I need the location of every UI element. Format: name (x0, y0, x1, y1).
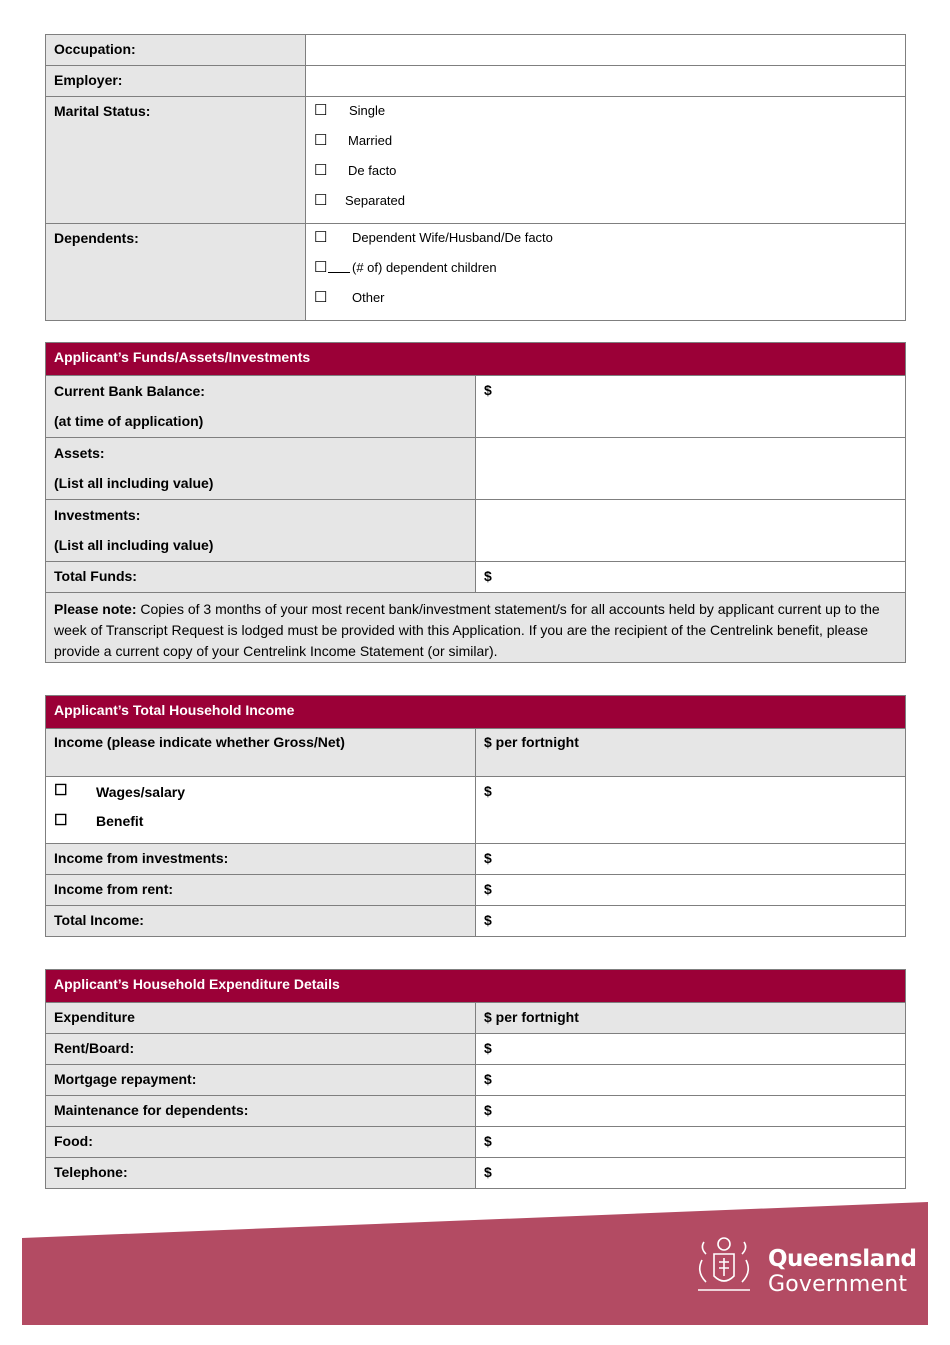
income-header: Applicant’s Total Household Income (46, 696, 906, 729)
maintenance-label: Maintenance for dependents: (46, 1096, 476, 1127)
checkbox-icon[interactable]: ☐ (314, 162, 328, 179)
personal-details-table (45, 34, 906, 321)
income-column-header: Income (please indicate whether Gross/Net) (46, 729, 476, 777)
coat-of-arms-icon (688, 1232, 760, 1304)
assets-label: Assets: (List all including value) (46, 438, 476, 500)
food-field[interactable]: $ (476, 1127, 906, 1158)
queensland-government-logo (768, 1246, 916, 1298)
logo-line-2: Government (768, 1272, 908, 1297)
marital-option-separated[interactable]: ☐ Separated (314, 192, 405, 209)
funds-table (45, 342, 906, 663)
food-label: Food: (46, 1127, 476, 1158)
checkbox-icon[interactable]: ☐ (314, 289, 328, 306)
checkbox-icon[interactable]: ☐ (54, 782, 68, 799)
checkbox-icon[interactable]: ☐ (314, 102, 328, 119)
maintenance-field[interactable]: $ (476, 1096, 906, 1127)
investments-field[interactable] (476, 500, 906, 562)
logo-line-1: Queensland (768, 1246, 917, 1272)
income-rent-label: Income from rent: (46, 875, 476, 906)
checkbox-icon[interactable]: ☐ (314, 132, 328, 149)
income-investments-label: Income from investments: (46, 844, 476, 875)
marital-status-options (306, 97, 906, 224)
income-option-benefit[interactable]: ☐ Benefit (54, 812, 144, 829)
rent-board-field[interactable]: $ (476, 1034, 906, 1065)
telephone-label: Telephone: (46, 1158, 476, 1189)
wages-benefit-field[interactable]: $ (476, 777, 906, 844)
income-per-fortnight-header: $ per fortnight (476, 729, 906, 777)
funds-header: Applicant’s Funds/Assets/Investments (46, 343, 906, 376)
total-funds-label: Total Funds: (46, 562, 476, 593)
mortgage-label: Mortgage repayment: (46, 1065, 476, 1096)
dependents-options (306, 224, 906, 321)
rent-board-label: Rent/Board: (46, 1034, 476, 1065)
expenditure-table (45, 969, 906, 1189)
dependents-option-children[interactable]: ☐ (# of) dependent children (314, 259, 497, 276)
income-rent-field[interactable]: $ (476, 875, 906, 906)
bank-balance-field[interactable]: $ (476, 376, 906, 438)
dependents-option-other[interactable]: ☐ Other (314, 289, 385, 306)
checkbox-icon[interactable]: ☐ (314, 229, 328, 246)
total-funds-field[interactable]: $ (476, 562, 906, 593)
income-type-options (46, 777, 476, 844)
marital-option-married[interactable]: ☐ Married (314, 132, 393, 149)
income-investments-field[interactable]: $ (476, 844, 906, 875)
expenditure-column-header: Expenditure (46, 1003, 476, 1034)
total-income-label: Total Income: (46, 906, 476, 937)
checkbox-icon[interactable]: ☐ (314, 192, 328, 209)
employer-label: Employer: (46, 66, 306, 97)
checkbox-icon[interactable]: ☐ (54, 812, 68, 829)
total-income-field[interactable]: $ (476, 906, 906, 937)
funds-note: Please note: Copies of 3 months of your most recent bank/investment statement/s for all accounts held by applicant current up to the week of Transcript Request is lodged must be provided with this Application. If you are the recipient of the Centrelink benefit, please provide a current copy of your Centrelink Income Statement (or similar). (46, 593, 906, 663)
bank-balance-label: Current Bank Balance: (at time of application) (46, 376, 476, 438)
expenditure-header: Applicant’s Household Expenditure Details (46, 970, 906, 1003)
marital-option-single[interactable]: ☐ Single (314, 102, 386, 119)
income-table (45, 695, 906, 937)
checkbox-icon[interactable]: ☐ (314, 259, 328, 276)
mortgage-field[interactable]: $ (476, 1065, 906, 1096)
investments-label: Investments: (List all including value) (46, 500, 476, 562)
children-count-blank[interactable] (328, 260, 350, 273)
occupation-label: Occupation: (46, 35, 306, 66)
employer-field[interactable] (306, 66, 906, 97)
marital-option-de-facto[interactable]: ☐ De facto (314, 162, 397, 179)
income-option-wages[interactable]: ☐ Wages/salary (54, 782, 185, 800)
occupation-field[interactable] (306, 35, 906, 66)
dependents-label: Dependents: (46, 224, 306, 321)
marital-status-label: Marital Status: (46, 97, 306, 224)
assets-field[interactable] (476, 438, 906, 500)
telephone-field[interactable]: $ (476, 1158, 906, 1189)
expenditure-per-fortnight-header: $ per fortnight (476, 1003, 906, 1034)
dependents-option-spouse[interactable]: ☐ Dependent Wife/Husband/De facto (314, 229, 553, 246)
